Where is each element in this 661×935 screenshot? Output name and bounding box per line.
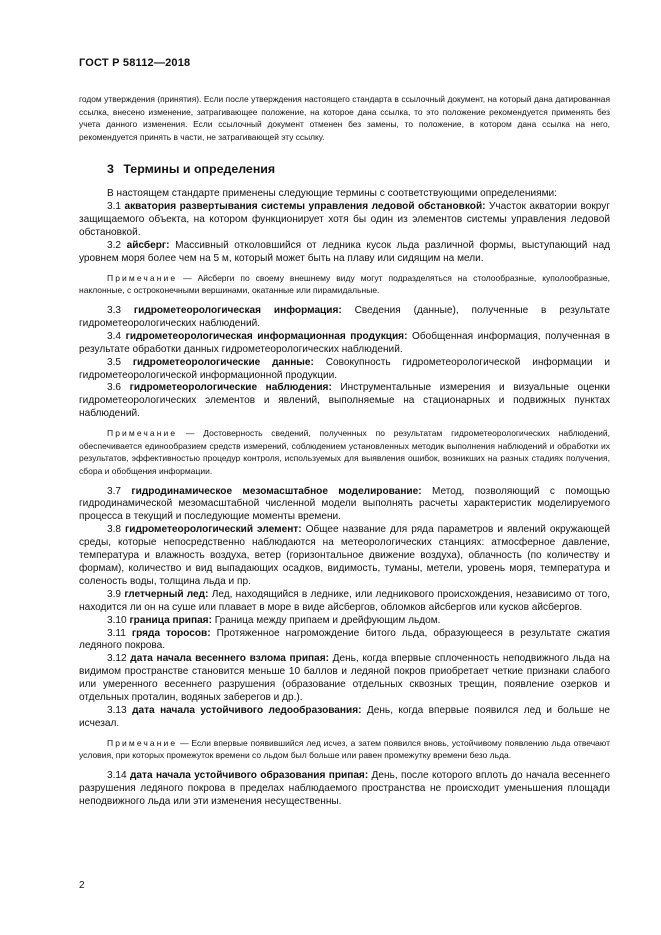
term-definition: Участок акватории вокруг защищаемого объекта, на котором функционирует хотя бы один из элементов системы управления ледовой обстановкой. <box>79 201 610 239</box>
term-number: 3.8 <box>107 524 122 536</box>
term-name: гидрометеорологические данные: <box>132 356 314 368</box>
section-heading <box>107 162 610 176</box>
note-3-6 <box>79 427 610 477</box>
term-name: айсберг: <box>126 240 170 251</box>
term-entry <box>79 201 610 240</box>
term-name: дата начала весеннего взлома припая: <box>130 653 329 665</box>
note-3-2 <box>79 272 610 297</box>
term-entry <box>79 770 610 809</box>
section-title: Термины и определения <box>123 162 276 177</box>
term-entry <box>79 382 610 421</box>
term-definition: День, после которого вплоть до начала весеннего разрушения ледяного покрова в пределах наблюдаемого пространства не происходит уменьшения площади неподвижного льда или эти изменения несущественны. <box>79 769 611 807</box>
note-label: Примечание <box>107 272 178 283</box>
term-number: 3.7 <box>107 485 122 497</box>
term-entry <box>79 240 610 266</box>
term-name: граница припая: <box>129 614 212 626</box>
term-name: гидрометеорологическая информация: <box>133 305 342 316</box>
document-header: ГОСТ Р 58112—2018 <box>79 57 191 69</box>
note-label: Примечание <box>107 737 178 748</box>
term-number: 3.12 <box>107 653 127 665</box>
term-name: гидрометеорологическая информационная продукция: <box>125 330 408 342</box>
note-text: — Айсберги по своему внешнему виду могут подразделяться на столообразные, куполообразные, наклонные, с остроконечными вершинами, окатанные или пирамидальные. <box>79 272 610 296</box>
term-number: 3.1 <box>107 201 122 213</box>
term-number: 3.9 <box>107 588 122 600</box>
term-definition: Протяженное нагромождение битого льда, образующееся в результате сжатия ледяного покрова. <box>79 627 610 652</box>
note-text: — Если впервые появившийся лед исчез, а затем появился вновь, устойчивому появлению льда отвечают условия, при которых промежуток времени со льдом был больше или равен промежутку времени безо льда. <box>79 737 610 761</box>
term-number: 3.5 <box>107 356 122 368</box>
note-label: Примечание <box>107 428 178 439</box>
term-entry <box>79 589 610 615</box>
term-definition: Общее название для ряда параметров и явлений окружающей среды, которые непосредственно наблюдаются на метеорологических станциях: атмосферное давление, температура и влажность воздуха, ветер (горизонтальное движение воздуха), облачность (по количеству и формам), количество и вид выпадающих осадков, видимость, туманы, метели, уровень моря, температура и соленость воды, толщина льда и пр. <box>79 524 610 587</box>
term-name: акватория развертывания системы управления ледовой обстановкой: <box>124 201 486 213</box>
terms-list <box>79 201 610 808</box>
term-entry <box>79 615 610 628</box>
page-number: 2 <box>79 880 85 891</box>
term-entry <box>79 653 610 705</box>
term-definition: Обобщенная информация, полученная в результате обработки данных гидрометеорологических наблюдений. <box>79 330 610 355</box>
document-body <box>79 93 610 809</box>
note-3-13 <box>79 737 610 762</box>
term-name: глетчерный лед: <box>124 588 209 600</box>
term-definition: День, когда впервые появился лед и больше не исчезал. <box>79 704 611 729</box>
term-entry <box>79 357 610 383</box>
term-number: 3.3 <box>107 305 122 316</box>
term-definition: Массивный отколовшийся от ледника кусок льда различной формы, выступающий над уровнем моря более чем на 5 м, который может быть на плаву или сидящим на мели. <box>79 240 610 264</box>
term-entry <box>79 524 610 589</box>
term-definition: Совокупность гидрометеорологической информации и гидрометеорологической информационной продукции. <box>79 356 610 381</box>
term-entry <box>79 705 610 731</box>
term-name: гидродинамическое мезомасштабное моделирование: <box>131 485 422 497</box>
term-definition: Граница между припаем и дрейфующим льдом. <box>214 614 441 626</box>
term-definition: День, когда впервые сплоченность неподвижного льда на видимом пространстве становится меньше 10 баллов и ледяной покров приобретает четкие признаки слабого или умеренного весеннего разрушения (образование отдельных сквозных трещин, появление озерков и отдельных проталин, водяных заберегов и др.). <box>79 653 610 704</box>
term-name: гряда торосов: <box>131 627 211 639</box>
term-number: 3.13 <box>107 704 127 716</box>
term-entry <box>79 331 610 357</box>
term-number: 3.11 <box>107 627 126 639</box>
term-name: гидрометеорологические наблюдения: <box>129 382 332 394</box>
note-text: — Достоверность сведений, полученных по результатам гидрометеорологических наблюдений, обеспечивается единообразием средств измерений, соблюдением установленных методик выполнения наблюдений и обработки их результатов, эффективностью процедур контроля, используемых для выявления ошибок, возникших на разных стадиях получения, сбора и обобщения информации. <box>79 428 610 476</box>
term-number: 3.2 <box>107 240 122 251</box>
term-number: 3.6 <box>107 382 122 394</box>
section-lead: В настоящем стандарте применены следующие термины с соответствующими определениями: <box>107 188 557 200</box>
term-entry <box>79 305 610 331</box>
term-entry <box>79 486 610 525</box>
term-number: 3.10 <box>107 614 127 626</box>
section-number: 3 <box>107 162 114 177</box>
term-definition: Сведения (данные), полученные в результате гидрометеорологических наблюдений. <box>79 305 611 329</box>
term-definition: Метод, позволяющий с помощью гидродинамической мезомасштабной численной модели выполнять расчеты характеристик моделируемого процесса в текущий и последующие моменты времени. <box>79 485 610 523</box>
term-name: гидрометеорологический элемент: <box>125 524 302 536</box>
term-name: дата начала устойчивого образования припая: <box>130 769 369 781</box>
term-number: 3.14 <box>107 769 127 781</box>
term-entry <box>79 628 610 654</box>
intro-paragraph: годом утверждения (принятия). Если после утверждения настоящего стандарта в ссылочный документ, на который дана датированная ссылка, внесено изменение, затрагивающее положение, на которое дана ссылка, то это положение рекомендуется применять без учета данного изменения. Если ссылочный документ отменен без замены, то положение, в котором дана ссылка на него, рекомендуется принять в части, не затрагивающей эту ссылку. <box>79 94 610 142</box>
term-number: 3.4 <box>107 330 122 342</box>
term-definition: Инструментальные измерения и визуальные оценки гидрометеорологических элементов и явлений, выполняемые на стационарных и подвижных пунктах наблюдений. <box>79 382 610 420</box>
term-name: дата начала устойчивого ледообразования: <box>132 704 362 716</box>
term-definition: Лед, находящийся в леднике, или ледникового происхождения, независимо от того, находится ли он на суше или плавает в море в виде айсбергов, обломков айсбергов или кусков айсбергов. <box>79 588 611 613</box>
